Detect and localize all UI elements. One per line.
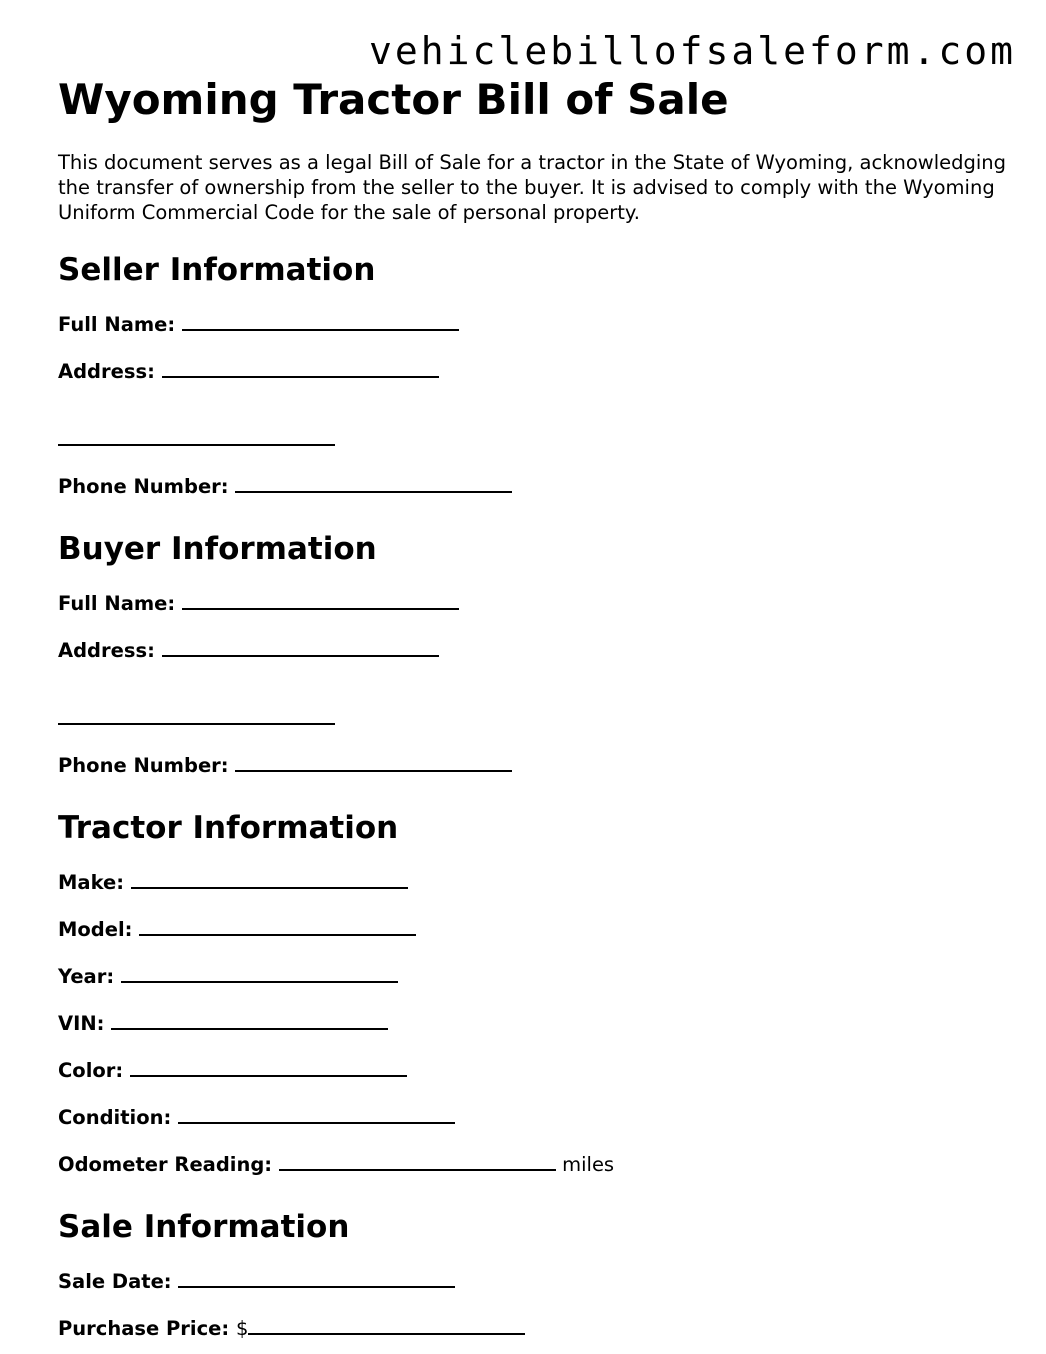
tractor-year-blank[interactable] — [121, 963, 398, 983]
buyer-phone-label: Phone Number: — [58, 754, 236, 777]
buyer-full-name-row — [58, 590, 1008, 616]
sale-date-blank[interactable] — [178, 1268, 455, 1288]
tractor-color-row — [58, 1057, 1008, 1083]
tractor-vin-row — [58, 1010, 1008, 1036]
currency-symbol: $ — [235, 1317, 249, 1340]
tractor-odometer-label: Odometer Reading: — [58, 1153, 279, 1176]
tractor-model-row — [58, 916, 1008, 942]
buyer-phone-row — [58, 752, 1008, 778]
tractor-make-blank[interactable] — [131, 869, 408, 889]
buyer-section — [58, 529, 1008, 778]
tractor-condition-blank[interactable] — [178, 1104, 455, 1124]
seller-full-name-blank[interactable] — [182, 311, 459, 331]
tractor-model-blank[interactable] — [139, 916, 416, 936]
tractor-make-row — [58, 869, 1008, 895]
tractor-year-label: Year: — [58, 965, 121, 988]
seller-address-row — [58, 358, 1008, 384]
buyer-address-line2-blank[interactable] — [58, 705, 335, 725]
seller-heading: Seller Information — [58, 252, 376, 288]
intro-paragraph: This document serves as a legal Bill of Sale for a tractor in the State of Wyoming, acknowledging the transfer of ownership from the seller to the buyer. It is advised to comply with the Wyoming Uniform Commercial Code for the sale of personal property. — [58, 151, 1007, 224]
tractor-odometer-row — [58, 1151, 1008, 1177]
sale-section — [58, 1207, 1008, 1341]
tractor-year-row — [58, 963, 1008, 989]
tractor-odometer-unit: miles — [562, 1153, 615, 1176]
buyer-full-name-label: Full Name: — [58, 592, 182, 615]
seller-full-name-label: Full Name: — [58, 313, 182, 336]
buyer-address-blank[interactable] — [162, 637, 439, 657]
tractor-section — [58, 808, 1008, 1177]
tractor-condition-row — [58, 1104, 1008, 1130]
document-body — [58, 72, 1008, 1341]
tractor-vin-label: VIN: — [58, 1012, 112, 1035]
tractor-make-label: Make: — [58, 871, 131, 894]
seller-phone-blank[interactable] — [235, 473, 512, 493]
tractor-condition-label: Condition: — [58, 1106, 179, 1129]
buyer-heading: Buyer Information — [58, 531, 377, 567]
tractor-odometer-blank[interactable] — [279, 1151, 556, 1171]
seller-phone-label: Phone Number: — [58, 475, 236, 498]
seller-address-line2-blank[interactable] — [58, 426, 335, 446]
sale-heading: Sale Information — [58, 1209, 350, 1245]
sale-price-label: Purchase Price: — [58, 1317, 236, 1340]
tractor-color-blank[interactable] — [130, 1057, 407, 1077]
tractor-color-label: Color: — [58, 1059, 130, 1082]
tractor-heading: Tractor Information — [58, 810, 399, 846]
buyer-address-line2-row — [58, 705, 1008, 731]
sale-price-row — [58, 1315, 1008, 1341]
buyer-address-label: Address: — [58, 639, 162, 662]
seller-address-label: Address: — [58, 360, 162, 383]
sale-price-blank[interactable] — [248, 1315, 525, 1335]
seller-phone-row — [58, 473, 1008, 499]
buyer-phone-blank[interactable] — [235, 752, 512, 772]
buyer-full-name-blank[interactable] — [182, 590, 459, 610]
page-title: Wyoming Tractor Bill of Sale — [58, 75, 729, 124]
seller-address-blank[interactable] — [162, 358, 439, 378]
sale-date-label: Sale Date: — [58, 1270, 179, 1293]
sale-date-row — [58, 1268, 1008, 1294]
tractor-model-label: Model: — [58, 918, 140, 941]
seller-section — [58, 250, 1008, 499]
site-watermark: vehiclebillofsaleform.com — [369, 29, 1016, 73]
buyer-address-row — [58, 637, 1008, 663]
seller-address-line2-row — [58, 426, 1008, 452]
seller-full-name-row — [58, 311, 1008, 337]
tractor-vin-blank[interactable] — [111, 1010, 388, 1030]
